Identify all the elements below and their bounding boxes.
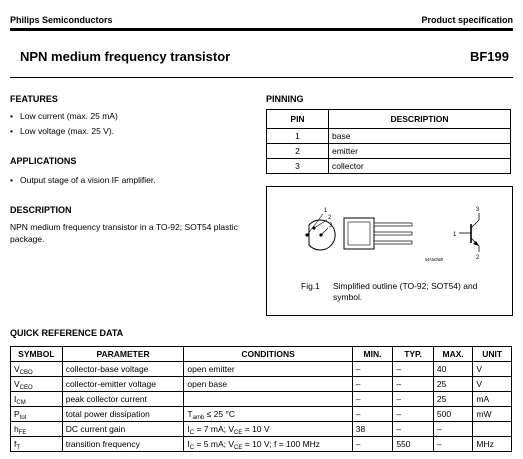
table-row xyxy=(267,129,511,144)
table-row xyxy=(11,437,512,452)
column-header: DESCRIPTION xyxy=(329,110,511,129)
table-row xyxy=(11,392,512,407)
drawing-code: MAM268 xyxy=(425,257,444,262)
min-cell: – xyxy=(352,362,393,377)
table-row xyxy=(267,144,511,159)
max-cell: 25 xyxy=(433,377,473,392)
column-header: PARAMETER xyxy=(62,347,184,362)
column-header: PIN xyxy=(267,110,329,129)
spec-type: Product specification xyxy=(421,15,513,25)
unit-cell: V xyxy=(473,362,512,377)
figure-caption: Simplified outline (TO-92; SOT54) and symbol. xyxy=(333,281,478,302)
list-item: • Output stage of a vision IF amplifier. xyxy=(10,173,156,188)
unit-cell: MHz xyxy=(473,437,512,452)
title-rule xyxy=(10,77,513,78)
parameter-cell: collector-base voltage xyxy=(62,362,184,377)
header-rule xyxy=(10,28,513,31)
conditions-cell: $T_{amb} \le 25$ °C xyxy=(184,407,352,422)
symbol-cell: $V_{CBO}$ xyxy=(11,362,63,377)
symbol-pin-label: 1 xyxy=(453,232,457,238)
npn-transistor-symbol xyxy=(459,213,479,252)
conditions-cell: $I_C = 7$ mA; $V_{CE} = 10$ V xyxy=(184,422,352,437)
parameter-cell: total power dissipation xyxy=(62,407,184,422)
qrd-heading: QUICK REFERENCE DATA xyxy=(10,328,124,338)
conditions-cell: $I_C = 5$ mA; $V_{CE} = 10$ V; f = 100 MHz xyxy=(184,437,352,452)
symbol-cell: $f_T$ xyxy=(11,437,63,452)
column-header: UNIT xyxy=(473,347,512,362)
symbol-cell: $P_{tot}$ xyxy=(11,407,63,422)
applications-heading: APPLICATIONS xyxy=(10,156,77,166)
list-item: • Low voltage (max. 25 V). xyxy=(10,124,118,139)
pin-number: 3 xyxy=(267,159,329,174)
min-cell: – xyxy=(352,392,393,407)
symbol-cell: $I_{CM}$ xyxy=(11,392,63,407)
symbol-cell: $h_{FE}$ xyxy=(11,422,63,437)
company-name: Philips Semiconductors xyxy=(10,15,113,25)
pin-description: collector xyxy=(329,159,511,174)
pin-label: 3 xyxy=(329,223,333,229)
page-title: NPN medium frequency transistor xyxy=(20,49,231,64)
applications-list xyxy=(10,173,156,188)
min-cell: – xyxy=(352,437,393,452)
pinning-heading: PINNING xyxy=(266,94,304,104)
conditions-cell xyxy=(184,392,352,407)
parameter-cell: transition frequency xyxy=(62,437,184,452)
features-heading: FEATURES xyxy=(10,94,58,104)
symbol-cell: $V_{CEO}$ xyxy=(11,377,63,392)
pinning-table xyxy=(266,109,511,174)
table-row xyxy=(11,362,512,377)
pin-label: 2 xyxy=(328,215,332,221)
min-cell: 38 xyxy=(352,422,393,437)
pin-label: 1 xyxy=(324,208,328,214)
max-cell: – xyxy=(433,422,473,437)
column-header: CONDITIONS xyxy=(184,347,352,362)
table-row xyxy=(11,422,512,437)
unit-cell: mW xyxy=(473,407,512,422)
max-cell: 40 xyxy=(433,362,473,377)
pin-number: 1 xyxy=(267,129,329,144)
parameter-cell: DC current gain xyxy=(62,422,184,437)
unit-cell: mA xyxy=(473,392,512,407)
quick-reference-table xyxy=(10,346,512,452)
conditions-cell: open base xyxy=(184,377,352,392)
typ-cell: – xyxy=(393,392,434,407)
typ-cell: – xyxy=(393,422,434,437)
list-item: • Low current (max. 25 mA) xyxy=(10,109,118,124)
conditions-cell: open emitter xyxy=(184,362,352,377)
max-cell: 500 xyxy=(433,407,473,422)
typ-cell: – xyxy=(393,407,434,422)
parameter-cell: collector-emitter voltage xyxy=(62,377,184,392)
symbol-pin-label: 3 xyxy=(476,207,480,213)
min-cell: – xyxy=(352,377,393,392)
column-header: MIN. xyxy=(352,347,393,362)
min-cell: – xyxy=(352,407,393,422)
description-heading: DESCRIPTION xyxy=(10,205,72,215)
description-text: NPN medium frequency transistor in a TO-92; SOT54 plastic package. xyxy=(10,222,238,244)
column-header: SYMBOL xyxy=(11,347,63,362)
pin-number: 2 xyxy=(267,144,329,159)
column-header: MAX. xyxy=(433,347,473,362)
part-number: BF199 xyxy=(469,49,509,64)
table-row xyxy=(11,377,512,392)
to92-bottom-view xyxy=(305,208,335,250)
pin-description: base xyxy=(329,129,511,144)
parameter-cell: peak collector current xyxy=(62,392,184,407)
figure-box xyxy=(266,186,513,316)
figure-label: Fig.1 xyxy=(301,281,320,291)
unit-cell xyxy=(473,422,512,437)
features-list xyxy=(10,109,118,139)
column-header: TYP. xyxy=(393,347,434,362)
unit-cell: V xyxy=(473,377,512,392)
pin-description: emitter xyxy=(329,144,511,159)
typ-cell: 550 xyxy=(393,437,434,452)
table-row xyxy=(267,159,511,174)
table-row xyxy=(11,407,512,422)
typ-cell: – xyxy=(393,377,434,392)
to92-side-view xyxy=(344,218,412,249)
max-cell: – xyxy=(433,437,473,452)
typ-cell: – xyxy=(393,362,434,377)
symbol-pin-label: 2 xyxy=(476,255,480,261)
max-cell: 25 xyxy=(433,392,473,407)
